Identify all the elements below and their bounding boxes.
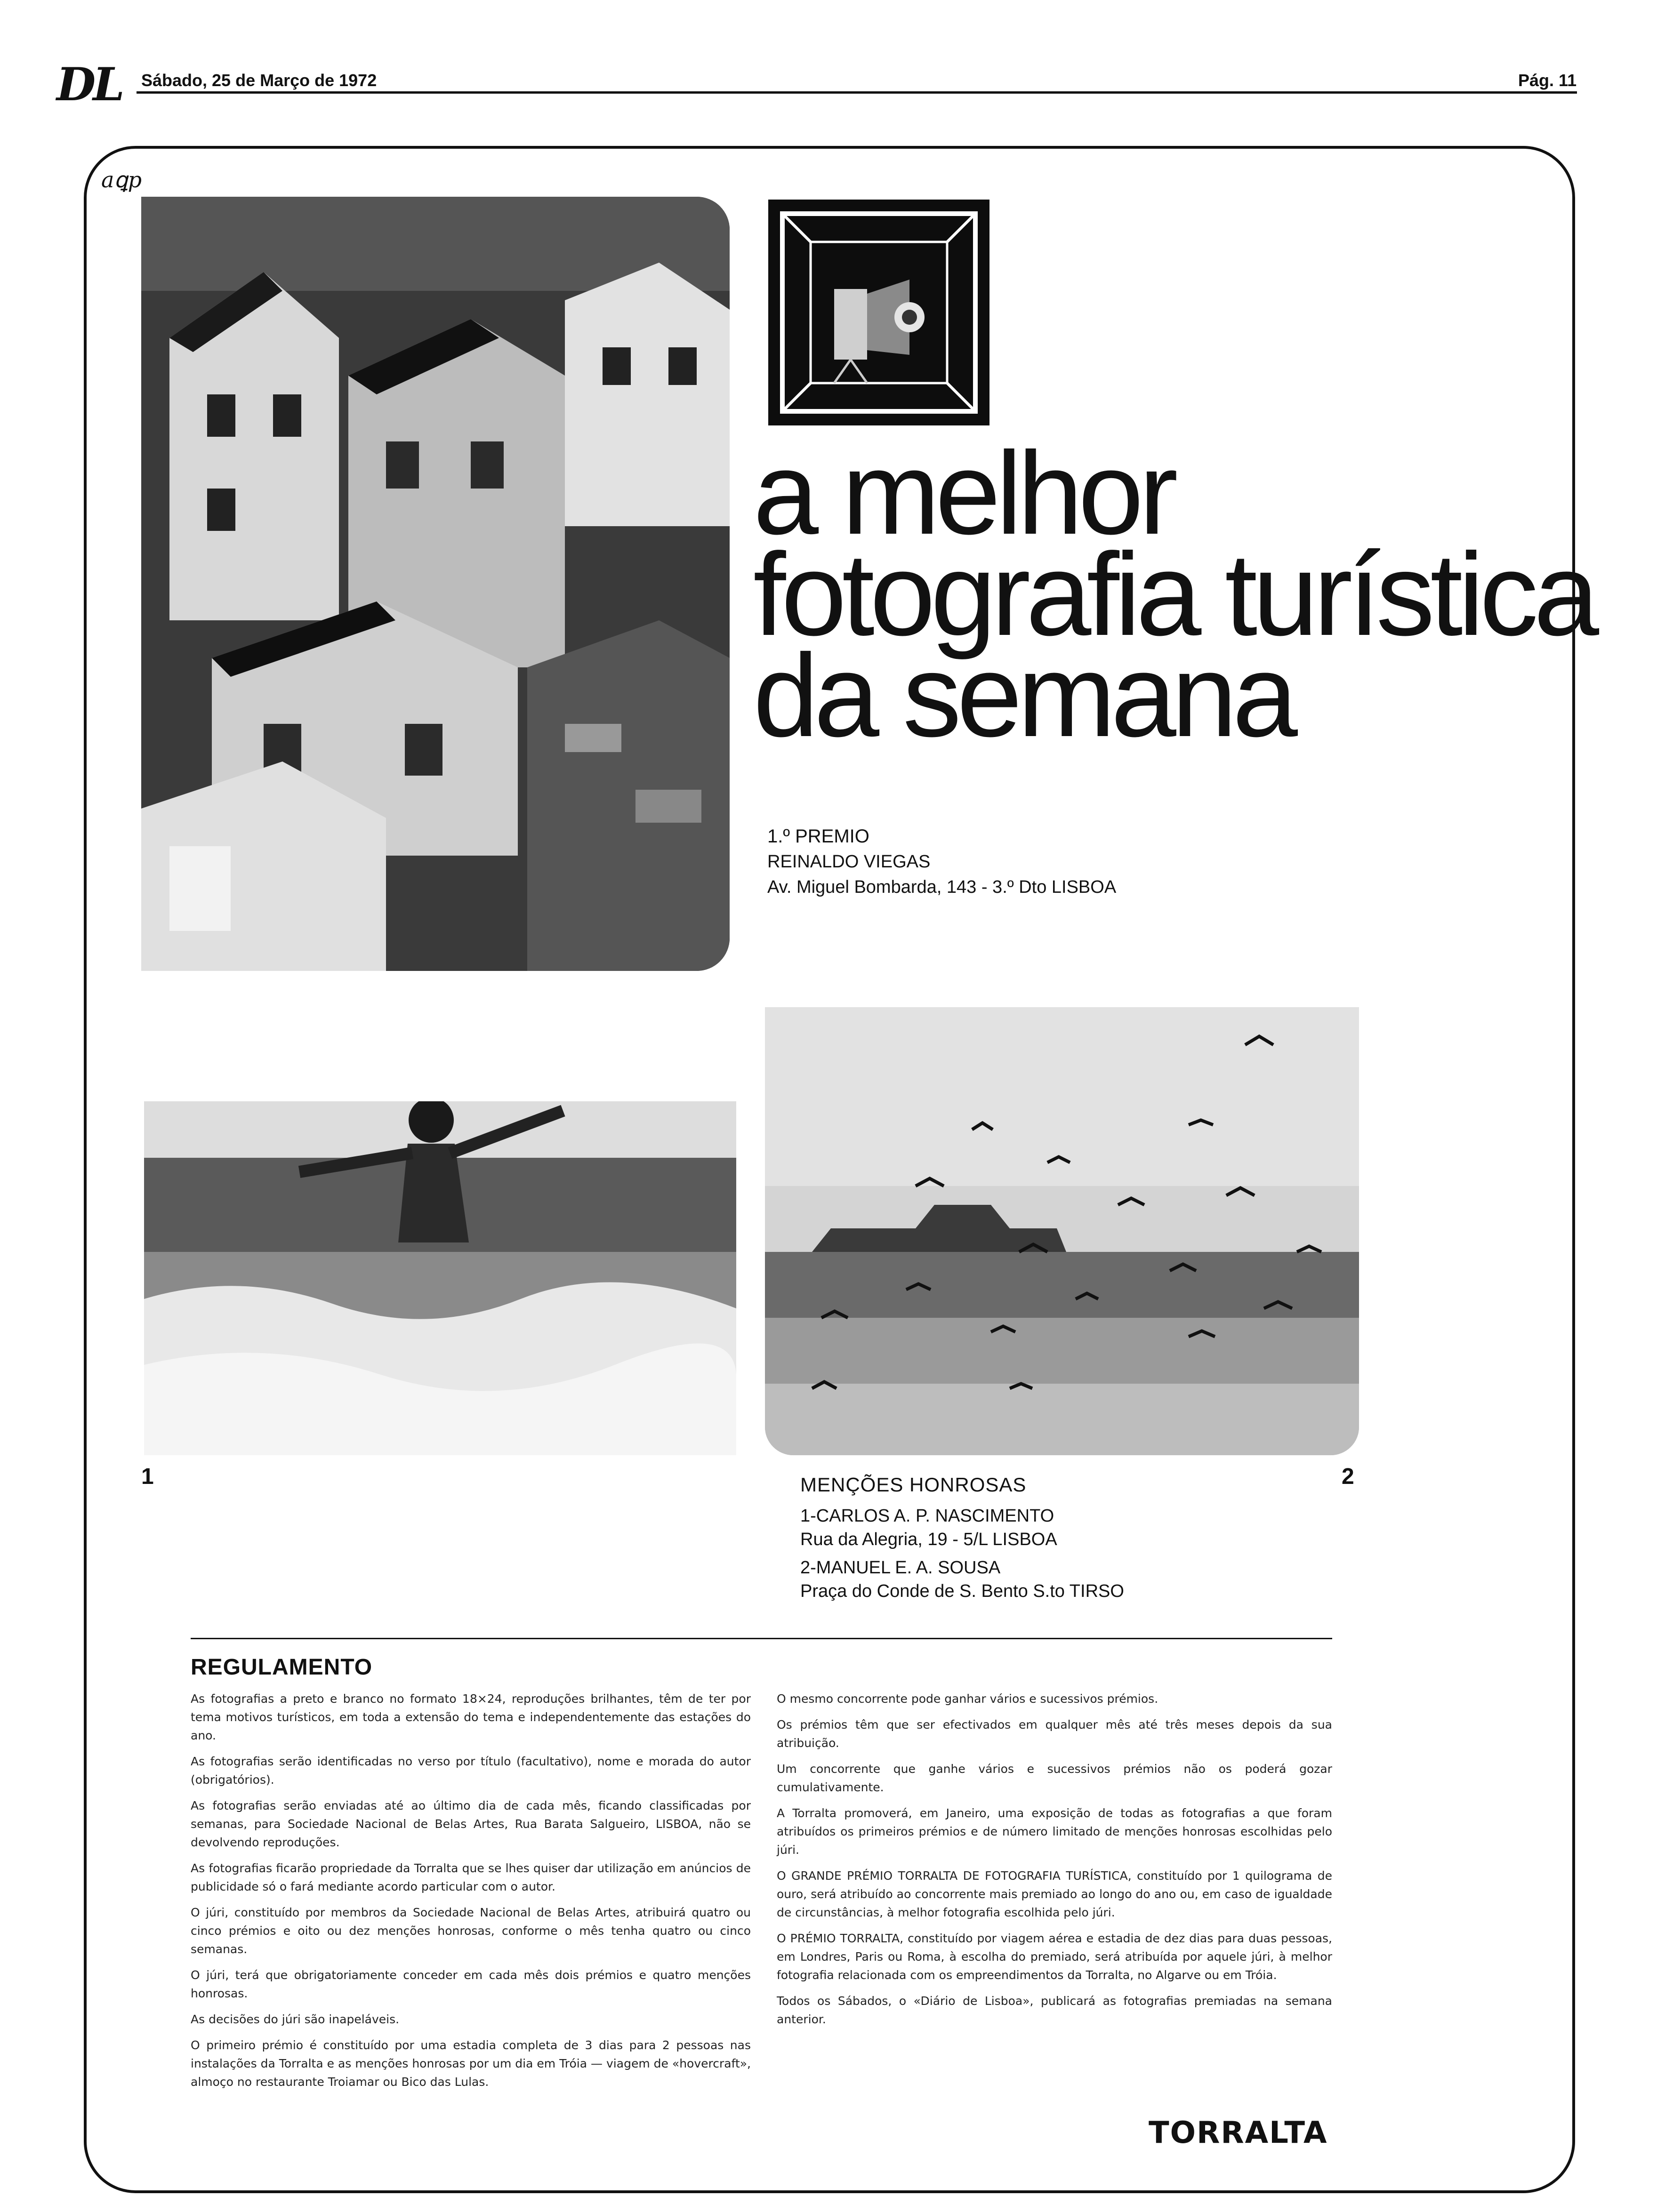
agency-mark: aꝗp: [101, 167, 142, 192]
rule-paragraph: O primeiro prémio é constituído por uma estadia completa de 3 dias para 2 pessoas nas instalações da Torralta e as menções honrosas por um dia em Tróia — viagem de «hovercraft», almoço no restaurante Troiamar ou Bico das Lulas.: [191, 2038, 751, 2089]
page-number: Pág. 11: [1518, 71, 1577, 90]
rules-title: REGULAMENTO: [191, 1655, 373, 1680]
rule-paragraph: As fotografias serão identificadas no verso por título (facultativo), nome e morada do autor (obrigatórios).: [191, 1755, 751, 1787]
rule-paragraph: A Torralta promoverá, em Janeiro, uma exposição de todas as fotografias a que foram atribuídos os primeiros prémios e de número limitado de menções honrosas escolhidas pelo júri.: [777, 1806, 1332, 1857]
winning-photo-rooftops: [141, 197, 730, 971]
waves-illustration: [144, 1101, 736, 1455]
honorable-photo-1-child-waves: [144, 1101, 736, 1455]
rule-paragraph: O júri, terá que obrigatoriamente conceder em cada mês dois prémios e quatro menções honrosas.: [191, 1968, 751, 2000]
mention-2-name: 2-MANUEL E. A. SOUSA: [800, 1558, 1001, 1578]
mention-1-name: 1-CARLOS A. P. NASCIMENTO: [800, 1506, 1054, 1526]
rule-paragraph: As fotografias serão enviadas até ao último dia de cada mês, ficando classificadas por semanas, para Sociedade Nacional de Belas Artes, Rua Barata Salgueiro, LISBOA, não se devolvendo reproduções.: [191, 1799, 751, 1849]
section-divider: [191, 1638, 1332, 1639]
issue-date: Sábado, 25 de Março de 1972: [141, 71, 377, 90]
mention-1-address: Rua da Alegria, 19 - 5/L LISBOA: [800, 1530, 1057, 1549]
rule-paragraph: Um concorrente que ganhe vários e sucessivos prémios não os poderá gozar cumulativamente.: [777, 1762, 1332, 1794]
rule-paragraph: O júri, constituído por membros da Sociedade Nacional de Belas Artes, atribuirá quatro ou cinco prémios e oito ou dez menções honrosas, conforme o mês tenha quatro ou cinco semanas.: [191, 1906, 751, 1956]
headline: [753, 427, 1595, 761]
brand-logo: TORRALTA: [1149, 2116, 1328, 2150]
rule-paragraph: O mesmo concorrente pode ganhar vários e sucessivos prémios.: [777, 1692, 1158, 1706]
rules-column-right: [777, 1690, 1332, 2036]
rooftops-illustration: [141, 197, 730, 971]
honorable-photo-2-seagulls: [765, 1007, 1359, 1455]
rule-paragraph: Todos os Sábados, o «Diário de Lisboa», publicará as fotografias premiadas na semana anterior.: [777, 1994, 1332, 2026]
first-prize-block: [767, 824, 1116, 900]
rule-paragraph: O GRANDE PRÉMIO TORRALTA DE FOTOGRAFIA TURÍSTICA, constituído por 1 quilograma de ouro, será atribuído ao concorrente mais premiado ao longo do ano ou, em caso de igualdade de circunstâncias, à melhor fotografia escolhida pelo júri.: [777, 1869, 1332, 1919]
photo-number-2: 2: [1342, 1464, 1354, 1489]
rule-paragraph: As decisões do júri são inapeláveis.: [191, 2012, 400, 2026]
headline-line-2: fotografia turística: [753, 529, 1595, 660]
rule-paragraph: As fotografias ficarão propriedade da Torralta que se lhes quiser dar utilização em anúncios de publicidade só o fará mediante acordo particular com o autor.: [191, 1861, 751, 1893]
rules-column-left: [191, 1690, 751, 2099]
headline-line-1: a melhor: [753, 427, 1174, 559]
newspaper-logo: DL: [56, 58, 122, 111]
seagulls-illustration: [765, 1007, 1359, 1455]
first-prize-address: Av. Miguel Bombarda, 143 - 3.º Dto LISBOA: [767, 877, 1117, 897]
masthead-rule: [137, 91, 1577, 94]
honorable-mentions: [800, 1473, 1124, 1603]
first-prize-name: REINALDO VIEGAS: [767, 852, 931, 872]
mentions-heading: MENÇÕES HONROSAS: [800, 1474, 1027, 1496]
rule-paragraph: Os prémios têm que ser efectivados em qualquer mês até três meses depois da sua atribuição.: [777, 1718, 1332, 1750]
camera-icon: [768, 200, 989, 425]
camera-emblem: [768, 200, 989, 425]
rule-paragraph: O PRÉMIO TORRALTA, constituído por viagem aérea e estadia de dez dias para duas pessoas, em Londres, Paris ou Roma, à escolha do premiado, será atribuída por aquele júri, à melhor fotografia relacionada com os empreendimentos da Torralta, no Algarve ou em Tróia.: [777, 1931, 1332, 1982]
headline-line-3: da semana: [753, 630, 1293, 761]
mention-2-address: Praça do Conde de S. Bento S.to TIRSO: [800, 1581, 1124, 1601]
first-prize-title: 1.º PREMIO: [767, 826, 869, 847]
photo-number-1: 1: [141, 1464, 154, 1489]
rule-paragraph: As fotografias a preto e branco no formato 18×24, reproduções brilhantes, têm de ter por tema motivos turísticos, em toda a extensão do tema e independentemente das estações do ano.: [191, 1692, 751, 1742]
